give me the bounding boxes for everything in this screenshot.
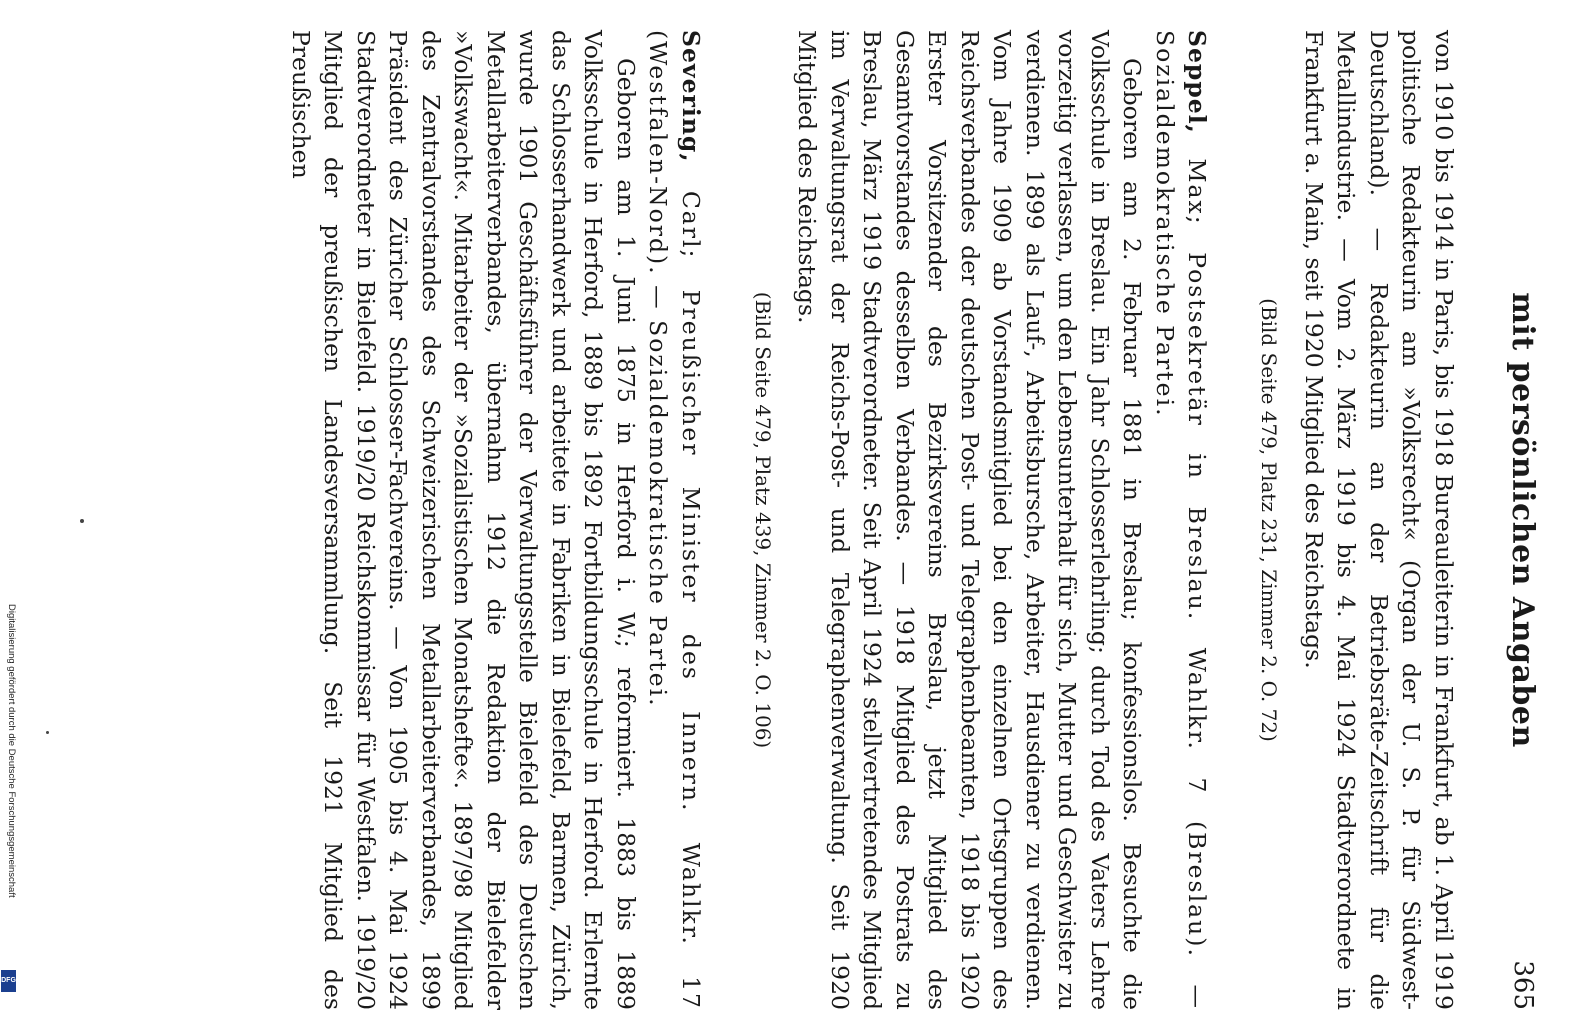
entry-name: Severing, xyxy=(677,30,705,163)
entry-heading xyxy=(642,30,707,1010)
dfg-logo: DFG xyxy=(1,970,16,992)
page-body xyxy=(285,30,1461,1010)
scan-speck xyxy=(80,519,84,523)
digitization-note-text: Digitalisierung gefördert durch die Deutsche Forschungsgemeinschaft xyxy=(6,604,17,898)
page-header xyxy=(1480,30,1540,1010)
page-number: 365 xyxy=(1508,960,1538,1010)
entry-biography: Geboren am 1. Juni 1875 in Herford i. W.; reformiert. 1883 bis 1889 Volksschule in Herford, 1889 bis 1892 Fortbildungsschule in Herford. Erlernte das Schlosserhandwerk und arbeitete in Fabriken in Bielefeld, Barmen, Zürich, wurde 1901 Geschäftsführer der Verwaltungsstelle Bielefeld des Deutschen Metallarbeiterverbandes, übernahm 1912 die Redaktion der Bielefelder »Volkswacht«. Mitarbeiter der »Sozialistischen Monatshefte«. 1897/98 Mitglied des Zentralvorstandes des Schweizerischen Metallarbeiterverbandes, 1899 Präsident des Züricher Schlosser-Fachvereins. — Von 1905 bis 4. Mai 1924 Stadtverordneter in Bielefeld. 1919/20 Reichskommissar für Westfalen. 1919/20 Mitglied der preußischen Landesversammlung. Seit 1921 Mitglied des Preußischen xyxy=(287,30,640,1010)
digitization-note xyxy=(2,604,18,968)
entry-name: Seppel, xyxy=(1183,30,1212,134)
continuation-paragraph: von 1910 bis 1914 in Paris, bis 1918 Bureauleiterin in Frankfurt, ab 1. April 1919 politische Redakteurin am »Volksrecht« (Organ der U. S. P. für Südwest-Deutschland). — Redakteurin an der Betriebsräte-Zeitschrift für die Metallindustrie. — Vom 2. März 1919 bis 4. Mai 1924 Stadtverordnete in Frankfurt a. Main, seit 1920 Mitglied des Reichstags. xyxy=(1300,30,1458,1010)
running-head: mit persönlichen Angaben xyxy=(1505,292,1540,748)
scan-speck xyxy=(46,731,49,734)
entry-seppel xyxy=(749,30,1214,1010)
entry-intro: Max; Postsekretär in Breslau. Wahlkr. 7 (Breslau). — Sozialdemokratische Partei. xyxy=(1151,30,1212,1010)
entry-severing xyxy=(285,30,708,1010)
rotated-page-content xyxy=(40,30,1540,1010)
entry-intro: Carl; Preußischer Minister des Innern. Wahlkr. 17 (Westfalen-Nord). — Sozialdemokratische Partei. xyxy=(644,30,705,1010)
entry-heading xyxy=(1149,30,1214,1010)
photo-caption: (Bild Seite 479, Platz 231, Zimmer 2. O. 72) xyxy=(1257,298,1282,742)
photo-caption: (Bild Seite 479, Platz 439, Zimmer 2. O. 106) xyxy=(751,291,775,749)
entry-biography: Geboren am 2. Februar 1881 in Breslau; konfessionslos. Besuchte die Volksschule in Breslau. Ein Jahr Schlosserlehrling; durch Tod des Vaters Lehre vorzeitig verlassen, um den Lebensunterhalt für sich, Mutter und Geschwister zu verdienen. 1899 als Lauf-, Arbeitsbursche, Arbeiter, Hausdiener zu verdienen. Vom Jahre 1909 ab Vorstandsmitglied bei den einzelnen Ortsgruppen des Reichsverbandes der deutschen Post- und Telegraphenbeamten, 1918 bis 1920 Erster Vorsitzender des Bezirksvereins Breslau, jetzt Mitglied des Gesamtvorstandes desselben Verbandes. — 1918 Mitglied des Postrats zu Breslau, März 1919 Stadtverordneter. Seit April 1924 stellvertretendes Mitglied im Verwaltungsrat der Reichs-Post- und Telegraphenverwaltung. Seit 1920 Mitglied des Reichstags. xyxy=(793,30,1147,1010)
